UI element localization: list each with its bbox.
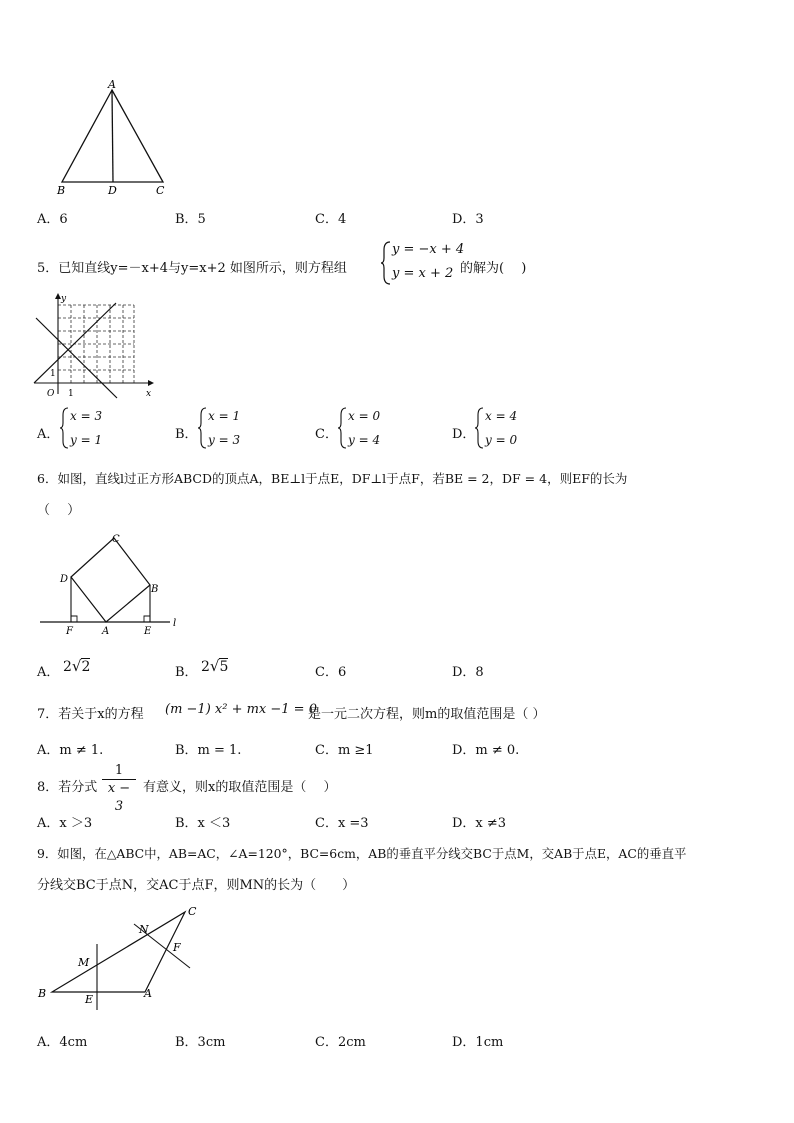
q6-right-angle-e xyxy=(144,616,150,622)
q4-option-d[interactable]: D．3 xyxy=(452,212,484,227)
q5-option-c-brace xyxy=(338,407,348,449)
q9-label-a: A xyxy=(144,987,152,1000)
q9-option-d[interactable]: D．1cm xyxy=(452,1035,504,1050)
q5-option-a-eq1: x = 3 xyxy=(70,409,103,423)
q5-label-one-y: 1 xyxy=(50,369,56,379)
q5-option-c-letter[interactable]: C． xyxy=(315,427,338,442)
q9-option-b[interactable]: B．3cm xyxy=(175,1035,226,1050)
q6-square-abcd xyxy=(71,538,150,622)
q5-option-b-eq1: x = 1 xyxy=(208,409,241,423)
q7-option-a[interactable]: A．m ≠ 1. xyxy=(37,743,104,758)
q6-option-b-radicand: 5 xyxy=(219,659,229,675)
q9-option-a[interactable]: A．4cm xyxy=(37,1035,88,1050)
q6-option-a[interactable]: A． xyxy=(37,665,60,680)
q6-option-a-radicand: 2 xyxy=(81,659,91,675)
q9-label-f: F xyxy=(173,941,181,954)
q4-label-b: B xyxy=(57,184,66,196)
q9-label-e: E xyxy=(85,993,94,1006)
q8-stem-post: 有意义，则x的取值范围是（ ） xyxy=(143,780,337,795)
q8-stem-pre: 8．若分式 xyxy=(37,780,98,795)
q6-square-figure xyxy=(36,530,186,638)
q5-line-y-neg-x-plus-4 xyxy=(36,318,117,398)
q5-grid xyxy=(58,305,134,383)
q5-stem-pre: 5．已知直线y=－x+4与y=x+2 如图所示，则方程组 xyxy=(37,261,347,276)
q4-triangle-figure xyxy=(55,78,175,196)
q5-label-y: y xyxy=(61,294,67,304)
q9-label-n: N xyxy=(139,923,149,936)
q5-system-eq2: y = x + 2 xyxy=(392,266,454,281)
q5-option-a-brace xyxy=(60,407,70,449)
q7-option-d[interactable]: D．m ≠ 0. xyxy=(452,743,520,758)
q7-equation: (m −1) x² + mx −1 = 0 xyxy=(165,702,317,717)
q6-option-d[interactable]: D．8 xyxy=(452,665,484,680)
sqrt-sign-icon: √ xyxy=(209,657,220,675)
q8-fraction-numerator: 1 xyxy=(102,763,136,780)
q5-option-d-letter[interactable]: D． xyxy=(452,427,476,442)
q8-option-b[interactable]: B．x ＜3 xyxy=(175,816,231,831)
q5-option-d-brace xyxy=(475,407,485,449)
q6-label-f: F xyxy=(66,626,73,637)
q5-label-o: O xyxy=(47,389,55,399)
q5-label-x: x xyxy=(146,389,152,399)
q8-option-c[interactable]: C．x =3 xyxy=(315,816,369,831)
q4-option-a[interactable]: A．6 xyxy=(37,212,68,227)
q4-option-c[interactable]: C．4 xyxy=(315,212,347,227)
q5-x-arrow xyxy=(148,380,154,386)
q9-option-c[interactable]: C．2cm xyxy=(315,1035,366,1050)
q7-stem-pre: 7．若关于x的方程 xyxy=(37,707,144,722)
q4-label-a: A xyxy=(108,78,116,91)
q5-line-graph xyxy=(30,290,160,400)
q6-label-l: l xyxy=(173,618,177,629)
q6-label-d: D xyxy=(60,574,69,585)
q6-option-b-coef: 2 xyxy=(201,659,210,675)
q4-label-d: D xyxy=(108,184,117,196)
q6-option-a-value xyxy=(63,657,90,675)
q5-line-y-x-plus-2 xyxy=(34,303,116,383)
q5-system-eq1: y = −x + 4 xyxy=(392,242,465,257)
q9-label-b: B xyxy=(38,987,47,1000)
q5-option-a-eq2: y = 1 xyxy=(70,433,103,447)
q4-option-b[interactable]: B．5 xyxy=(175,212,206,227)
q7-stem-post: 是一元二次方程，则m的取值范围是（ ） xyxy=(308,707,546,722)
q5-option-a-letter[interactable]: A． xyxy=(37,427,60,442)
q5-option-d-eq2: y = 0 xyxy=(485,433,518,447)
q6-option-a-coef: 2 xyxy=(63,659,72,675)
q6-right-angle-f xyxy=(71,616,77,622)
q5-option-b-eq2: y = 3 xyxy=(208,433,241,447)
q5-option-d-eq1: x = 4 xyxy=(485,409,518,423)
q6-label-c: C xyxy=(112,534,120,545)
q9-label-c: C xyxy=(188,905,197,918)
q9-stem-line2: 分线交BC于点N，交AC于点F，则MN的长为（ ） xyxy=(37,878,356,893)
q5-option-c-eq1: x = 0 xyxy=(348,409,381,423)
q7-option-c[interactable]: C．m ≥1 xyxy=(315,743,374,758)
q7-option-b[interactable]: B．m = 1. xyxy=(175,743,242,758)
q6-option-c[interactable]: C．6 xyxy=(315,665,347,680)
q6-label-a: A xyxy=(102,626,110,637)
q6-option-b-value xyxy=(201,657,228,675)
q5-label-one-x: 1 xyxy=(68,389,74,399)
q5-option-b-letter[interactable]: B． xyxy=(175,427,198,442)
q6-label-b: B xyxy=(151,584,159,595)
q6-option-b[interactable]: B． xyxy=(175,665,198,680)
q6-label-e: E xyxy=(144,626,152,637)
q5-option-c-eq2: y = 4 xyxy=(348,433,381,447)
q9-label-m: M xyxy=(78,956,90,969)
q8-fraction-denominator: x − 3 xyxy=(107,781,131,814)
q6-stem-line2: （ ） xyxy=(37,503,81,518)
q8-option-a[interactable]: A．x ＞3 xyxy=(37,816,93,831)
q8-fraction xyxy=(102,763,136,816)
q9-triangle-abc xyxy=(52,912,185,992)
q5-stem-post: 的解为( ) xyxy=(460,261,527,276)
sqrt-sign-icon: √ xyxy=(71,657,82,675)
q9-triangle-figure xyxy=(30,898,210,1018)
q5-system-brace xyxy=(380,240,392,286)
q8-option-d[interactable]: D．x ≠3 xyxy=(452,816,507,831)
q9-stem-line1: 9．如图，在△ABC中，AB=AC，∠A=120°，BC=6cm，AB的垂直平分线交BC于点M，交AB于点E，AC的垂直平 xyxy=(37,846,687,861)
q5-option-b-brace xyxy=(198,407,208,449)
q4-label-c: C xyxy=(156,184,165,196)
q6-stem-line1: 6．如图，直线l过正方形ABCD的顶点A，BE⊥l于点E，DF⊥l于点F，若BE = 2，DF = 4，则EF的长为 xyxy=(37,471,628,486)
